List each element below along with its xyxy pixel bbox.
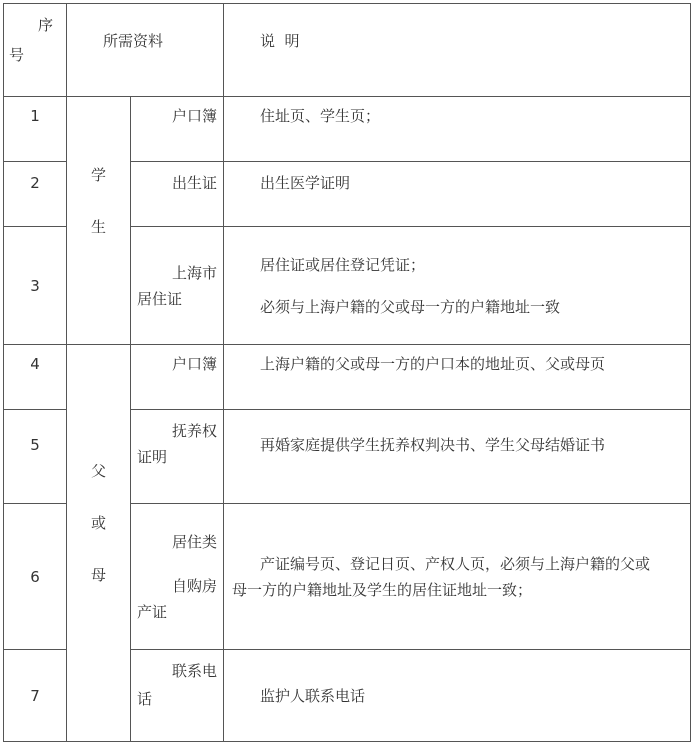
row-no: 3 — [30, 276, 40, 295]
row-item: 上海市 — [172, 263, 218, 282]
group-parent-char: 父 — [90, 462, 106, 480]
row-item: 户口簿 — [172, 355, 218, 373]
requirements-table — [3, 3, 691, 742]
row-desc-cell — [224, 410, 691, 504]
row-desc: 上海户籍的父或母一方的户口本的地址页、父或母页 — [260, 355, 606, 373]
row-item: 联系电 — [172, 662, 218, 680]
row-item: 居住证 — [137, 289, 183, 308]
row-desc-cell — [224, 227, 691, 345]
row-no-cell — [4, 162, 67, 227]
row-desc-cell — [224, 345, 691, 410]
row-desc-cell — [224, 97, 691, 162]
row-item: 出生证 — [172, 174, 218, 192]
group-student-cell — [67, 97, 131, 345]
header-desc: 说 明 — [260, 32, 300, 50]
row-desc: 居住证或居住登记凭证； — [260, 255, 426, 274]
header-no-cell — [4, 4, 67, 97]
row-item-cell — [131, 345, 224, 410]
row-item: 户口簿 — [172, 107, 218, 125]
row-no: 1 — [30, 107, 40, 125]
row-no: 2 — [30, 174, 40, 192]
row-no: 6 — [30, 567, 40, 586]
group-student-char: 学 — [90, 165, 106, 184]
row-desc: 母一方的户籍地址及学生的居住证地址一致； — [232, 580, 533, 599]
group-parent-char: 或 — [90, 514, 106, 532]
group-student-char: 生 — [90, 217, 106, 236]
row-item-cell — [131, 162, 224, 227]
row-desc: 住址页、学生页； — [260, 107, 381, 125]
row-desc-cell — [224, 650, 691, 742]
group-parent-char: 母 — [90, 566, 106, 584]
row-item-cell — [131, 410, 224, 504]
row-no-cell — [4, 650, 67, 742]
row-item: 证明 — [137, 448, 168, 466]
row-no-cell — [4, 97, 67, 162]
row-desc: 产证编号页、登记日页、产权人页，必须与上海户籍的父或 — [260, 554, 651, 573]
row-no-cell — [4, 227, 67, 345]
row-item: 话 — [137, 690, 153, 708]
header-no-top: 序 — [38, 16, 54, 34]
row-item-cell — [131, 504, 224, 650]
header-row — [4, 4, 691, 97]
row-no-cell — [4, 345, 67, 410]
row-desc-cell — [224, 504, 691, 650]
row-no: 4 — [30, 355, 40, 373]
row-item: 自购房 — [172, 576, 218, 595]
row-item: 居住类 — [172, 532, 218, 551]
header-desc-cell — [224, 4, 691, 97]
row-item-cell — [131, 97, 224, 162]
row-desc: 出生医学证明 — [260, 174, 351, 192]
row-desc: 监护人联系电话 — [260, 686, 366, 705]
row-item-cell — [131, 650, 224, 742]
row-item: 抚养权 — [172, 422, 218, 440]
header-material-cell — [67, 4, 224, 97]
header-no-bottom: 号 — [9, 46, 25, 64]
row-desc-cell — [224, 162, 691, 227]
row-no: 5 — [30, 436, 40, 454]
row-item: 产证 — [137, 602, 168, 621]
group-parent-cell — [67, 345, 131, 742]
row-desc: 再婚家庭提供学生抚养权判决书、学生父母结婚证书 — [260, 436, 606, 454]
row-no-cell — [4, 410, 67, 504]
row-no: 7 — [30, 686, 40, 705]
table-row — [4, 97, 691, 162]
header-material: 所需资料 — [103, 32, 164, 50]
table-row — [4, 345, 691, 410]
row-item-cell — [131, 227, 224, 345]
row-no-cell — [4, 504, 67, 650]
row-desc: 必须与上海户籍的父或母一方的户籍地址一致 — [260, 297, 561, 316]
